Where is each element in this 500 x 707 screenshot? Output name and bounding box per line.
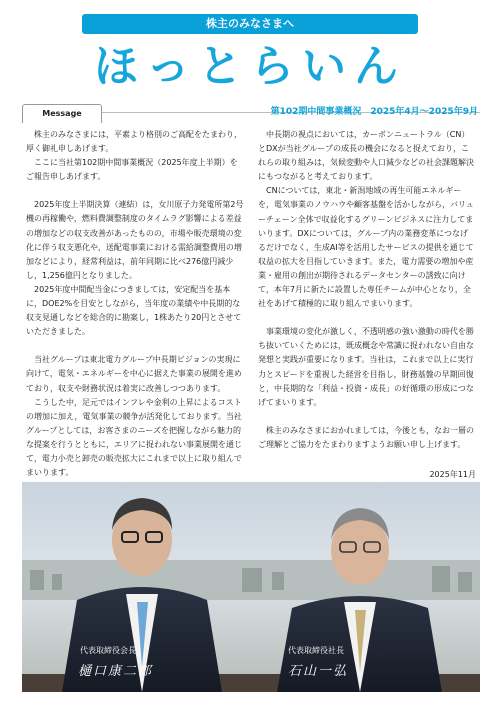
letter-paragraph: 事業環境の変化が激しく，不透明感の強い激動の時代を勝ち抜いていくためには，既成概念や常識に捉われない自由な発想と実践が重要になります。当社は，これまで以上に実行力とスピードを重視した経営を目指し，財務基盤の早期回復と，中長期的な「利益・投資・成長」の好循環の形成につなげてまいります。 bbox=[258, 327, 474, 407]
letter-paragraph: ここに当社第102期中間事業概況（2025年度上半期）をご報告申しあげます。 bbox=[26, 158, 238, 182]
letter-paragraph: こうした中，足元ではインフレや金利の上昇によるコストの増加に加え，電気事業の競争が活発化しております。当社グループとしては，お客さまのニーズを把握しながら魅力的な提案を行うとともに，エリアに捉われない事業展開を通じて，電力小売と卸売の販売拡大にこれまで以上に取り組んでまいります。 bbox=[26, 397, 242, 478]
letter-date: 2025年11月 bbox=[429, 469, 476, 479]
letter-right-column bbox=[258, 128, 476, 482]
header-banner bbox=[0, 0, 500, 40]
right-exec-title: 代表取締役社長 bbox=[288, 646, 344, 655]
paragraph-gap bbox=[258, 452, 476, 466]
paragraph-gap bbox=[26, 339, 244, 353]
letter-paragraph: 当社グループは東北電力グループ中長期ビジョンの実現に向けて，電気・エネルギーを中心に据えた事業の展開を進めており，収支や財務状況は着実に改善しつつあります。 bbox=[26, 355, 242, 393]
executives-photo bbox=[22, 482, 480, 692]
paragraph-gap bbox=[258, 410, 476, 424]
message-tab: Message bbox=[22, 104, 102, 123]
banner-text: 株主のみなさまへ bbox=[206, 17, 294, 30]
newsletter-title: ほっとらいん bbox=[94, 41, 406, 92]
letter-paragraph: 2025年度上半期決算（連結）は，女川原子力発電所第2号機の再稼働や，燃料費調整制度のタイムラグ影響による差益の増加などの収支改善があったものの，市場や販売環境の変化に伴う収支悪化や，送配電事業における需給調整費用の増加などにより，経常利益は，前年同期に比べ276億円減少し，1,256億円となりました。 bbox=[26, 200, 244, 280]
right-exec-signature: 石山一弘 bbox=[288, 664, 349, 679]
letter-paragraph: 株主のみなさまには，平素より格別のご高配をたまわり，厚く御礼申しあげます。 bbox=[26, 130, 242, 154]
paragraph-gap bbox=[26, 184, 244, 198]
paragraph-gap bbox=[258, 311, 476, 325]
letter-paragraph: CNについては，東北・新潟地域の再生可能エネルギーを，電気事業のノウハウや顧客基盤を活かしながら，バリューチェーン全体で収益化するグリーンビジネスに注力してまいります。DXについては，グループ内の業務変革につなげるだけでなく，生成AI等を活用したサービスの提供を通じて収益の拡大を目指していきます。また，電力需要の増加や産業・雇用の創出が期待されるデータセンターの誘致に向けて，本年7月に新たに設置した専任チームが中心となり，全社をあげて積極的に取り組んでまいります。 bbox=[258, 186, 474, 309]
letter-paragraph: 2025年度中間配当金につきましては，安定配当を基本に，DOE2%を目安としながら，当年度の業績や中長期的な収支見通しなどを総合的に勘案し，1株あたり20円とさせていただきました。 bbox=[26, 284, 242, 337]
letter-paragraph: 株主のみなさまにおかれましては，今後とも，なお一層のご理解とご協力をたまわりますようお願い申し上げます。 bbox=[258, 425, 474, 449]
period-label: 第102期中間事業概況 2025年4月～2025年9月 bbox=[270, 107, 478, 117]
left-exec-signature: 樋口康二郎 bbox=[78, 664, 154, 679]
letter-left-column bbox=[26, 128, 244, 480]
left-exec-title: 代表取締役会長 bbox=[80, 646, 136, 655]
letter-paragraph: 中長期の視点においては，カーボンニュートラル（CN）とDXが当社グループの成長の機会になると捉えており，これらの取り組みは，気候変動や人口減少などの社会課題解決にもつながると考えております。 bbox=[258, 130, 474, 182]
